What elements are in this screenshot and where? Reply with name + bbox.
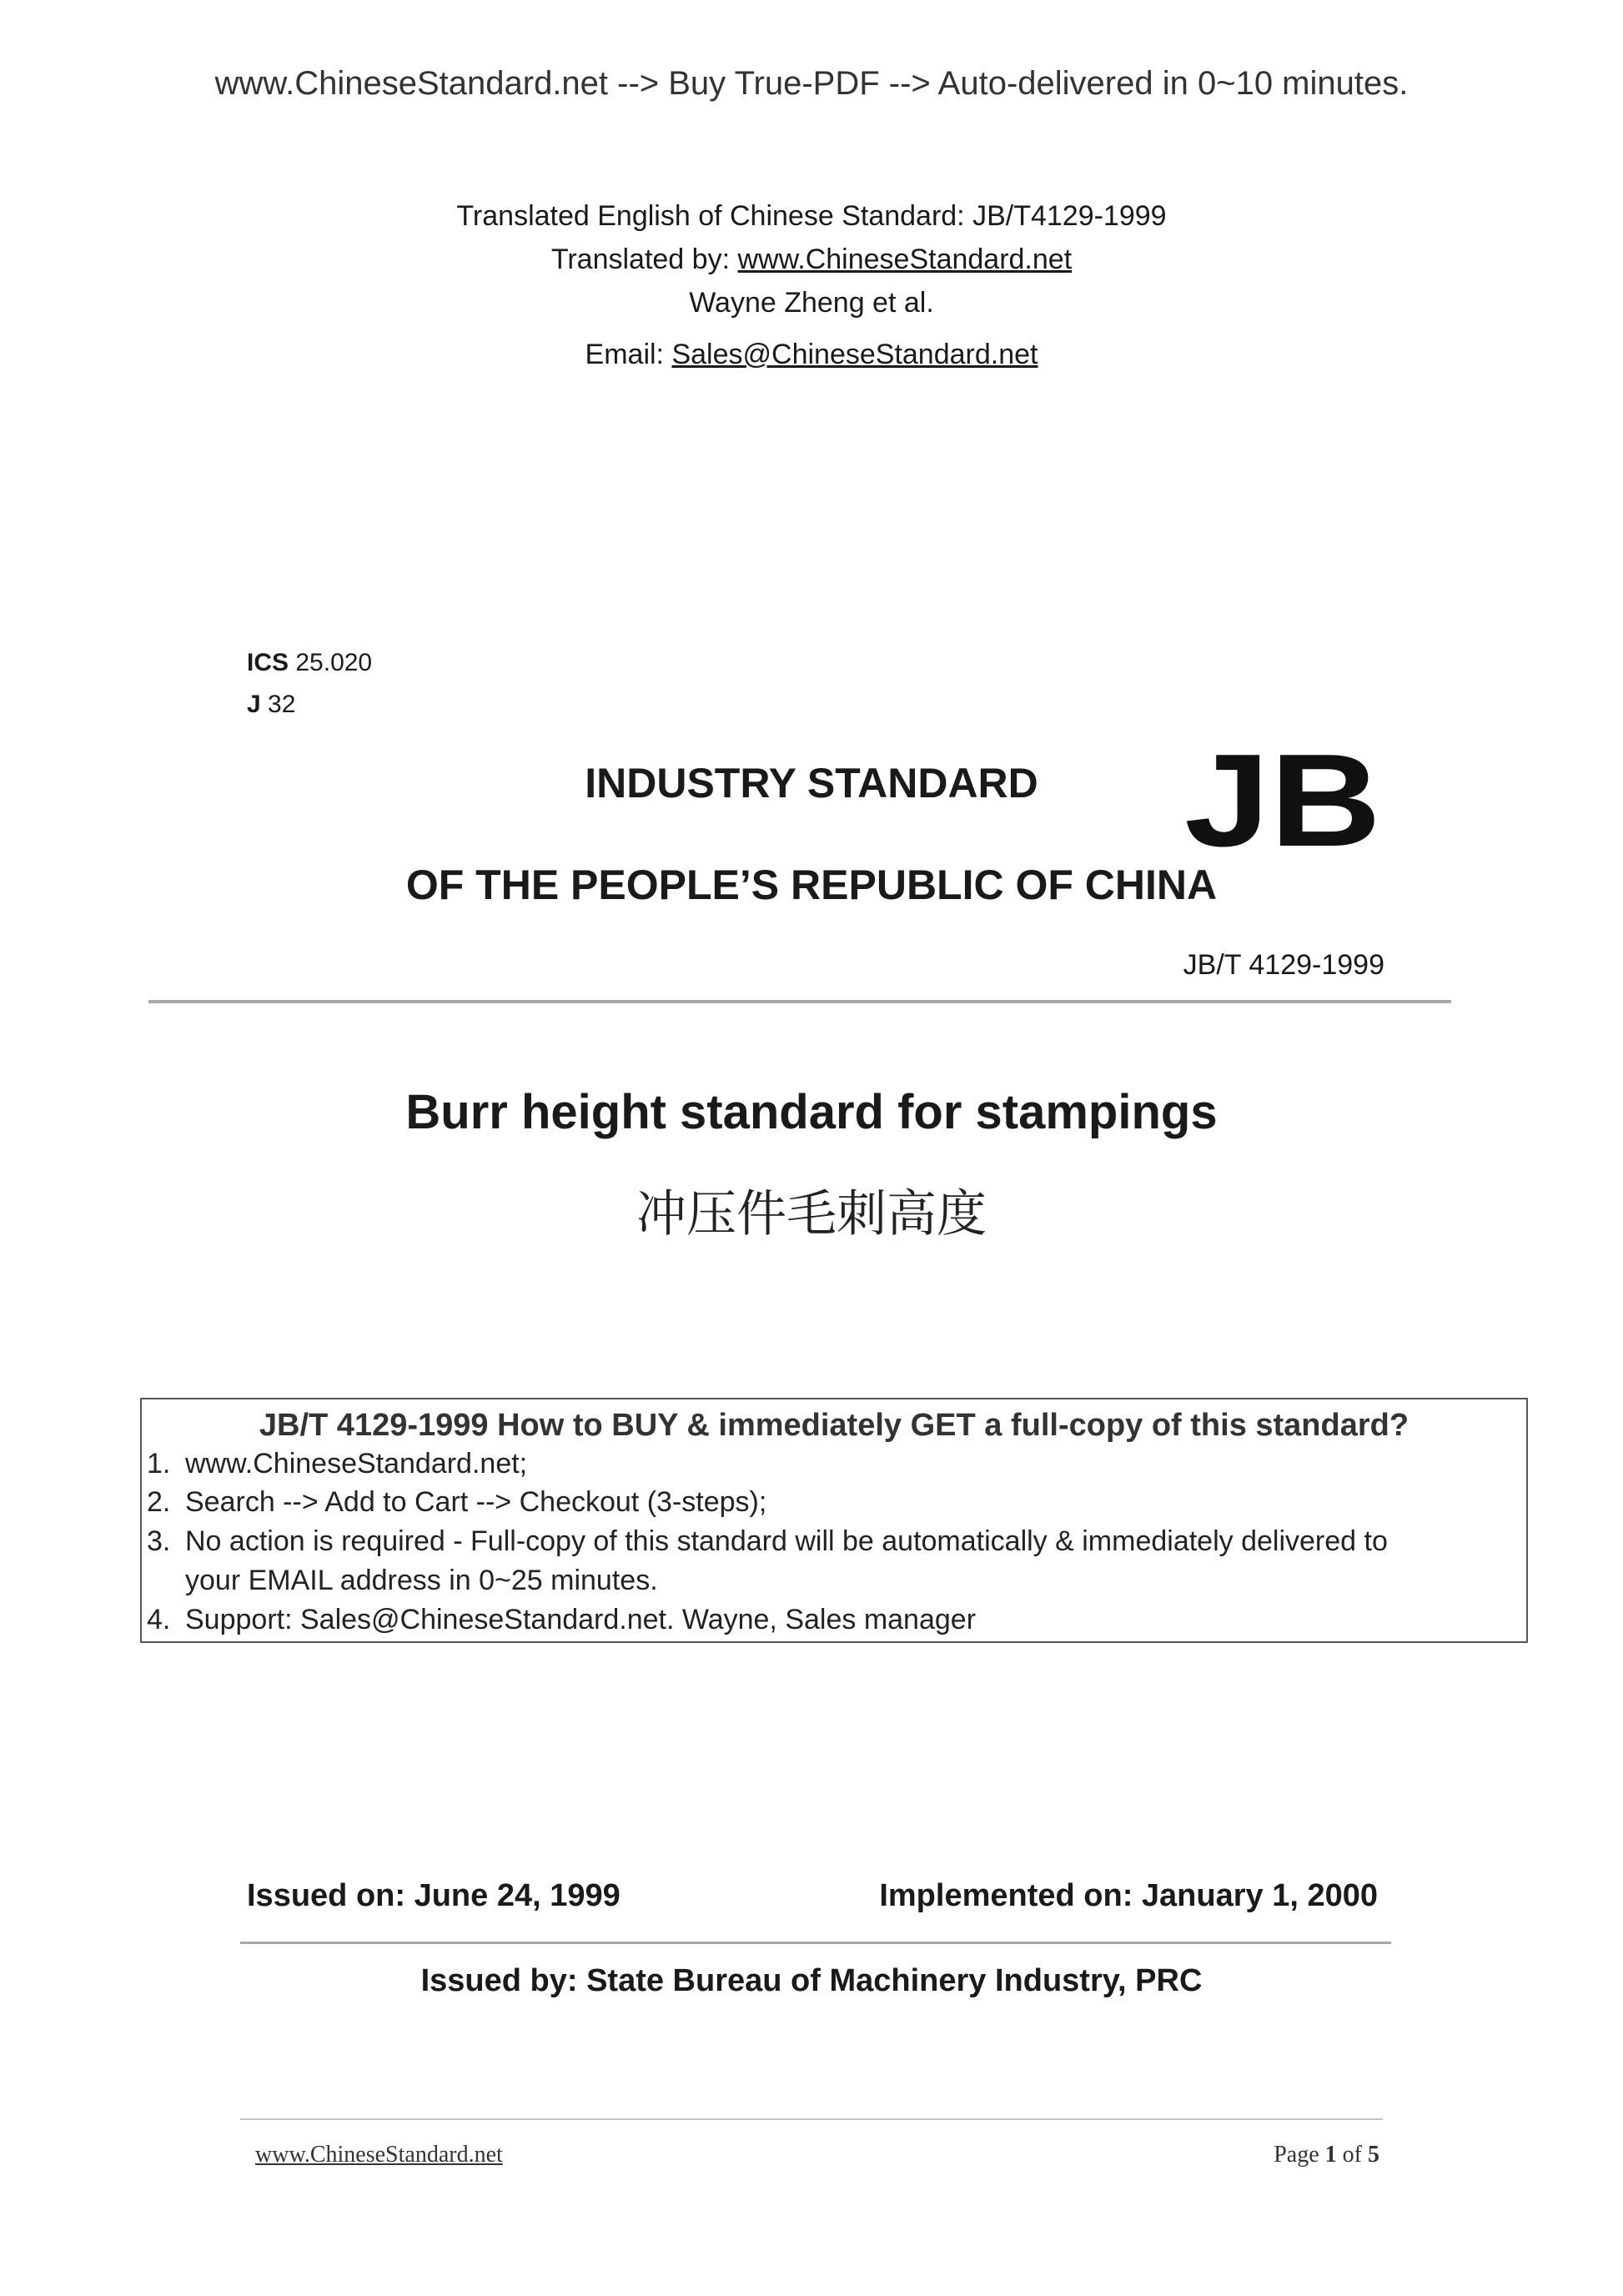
buy-step-text: Search --> Add to Cart --> Checkout (3-steps); xyxy=(185,1486,767,1518)
email-link[interactable]: Sales@ChineseStandard.net xyxy=(671,339,1038,370)
buy-box-heading: JB/T 4129-1999 How to BUY & immediately GET a full-copy of this standard? xyxy=(259,1408,1409,1443)
industry-standard-heading: INDUSTRY STANDARD xyxy=(585,760,1038,806)
translated-by-link[interactable]: www.ChineseStandard.net xyxy=(737,244,1073,275)
translated-by xyxy=(0,244,1623,276)
jb-logo xyxy=(1184,744,1384,852)
ics-value: 25.020 xyxy=(295,649,373,676)
buy-step-2 xyxy=(147,1486,766,1519)
email-line xyxy=(0,339,1623,371)
prc-heading: OF THE PEOPLE’S REPUBLIC OF CHINA xyxy=(405,862,1218,908)
buy-step-number: 2. xyxy=(147,1486,171,1518)
buy-step-3-continued xyxy=(185,1565,658,1597)
buy-step-number: 1. xyxy=(147,1448,171,1480)
buy-step-text: www.ChineseStandard.net; xyxy=(185,1448,528,1480)
j-value: 32 xyxy=(268,691,296,718)
ics-code xyxy=(247,649,372,677)
buy-instructions-box xyxy=(140,1398,1528,1643)
ics-label: ICS xyxy=(247,649,289,676)
issued-on-date: Issued on: June 24, 1999 xyxy=(247,1878,621,1913)
page-indicator xyxy=(1274,2142,1379,2168)
top-banner: www.ChineseStandard.net --> Buy True-PDF --> Auto-delivered in 0~10 minutes. xyxy=(214,65,1409,102)
buy-step-number: 4. xyxy=(147,1604,171,1635)
j-label: J xyxy=(247,691,261,718)
buy-step-1 xyxy=(147,1448,527,1480)
standard-number: JB/T 4129-1999 xyxy=(1183,949,1384,981)
page-current: 1 xyxy=(1324,2142,1337,2168)
header-divider xyxy=(148,1000,1451,1003)
translated-by-label: Translated by: xyxy=(550,244,738,275)
buy-step-number: 3. xyxy=(147,1525,171,1557)
page-total: 5 xyxy=(1368,2142,1379,2168)
buy-step-text: Support: Sales@ChineseStandard.net. Wayne, Sales manager xyxy=(185,1604,977,1635)
translation-title: Translated English of Chinese Standard: JB/T4129-1999 xyxy=(456,200,1167,232)
buy-step-3 xyxy=(147,1525,1388,1558)
jb-logo-text: JB xyxy=(1184,744,1381,852)
j-code xyxy=(247,691,295,719)
email-label: Email: xyxy=(585,339,672,370)
document-title-chinese: 冲压件毛刺高度 xyxy=(636,1185,987,1243)
implemented-on-date: Implemented on: January 1, 2000 xyxy=(879,1878,1378,1913)
document-title: Burr height standard for stampings xyxy=(405,1085,1218,1139)
issued-by: Issued by: State Bureau of Machinery Industry, PRC xyxy=(420,1963,1203,1998)
page-label: Page xyxy=(1274,2142,1325,2168)
dates-divider xyxy=(240,1942,1391,1944)
translator-name: Wayne Zheng et al. xyxy=(689,287,934,319)
buy-step-4 xyxy=(147,1604,976,1636)
footer-divider xyxy=(240,2118,1383,2120)
buy-step-text: No action is required - Full-copy of this standard will be automatically & immediately delivered to xyxy=(185,1525,1388,1557)
buy-step-text: your EMAIL address in 0~25 minutes. xyxy=(185,1565,658,1596)
footer-link[interactable]: www.ChineseStandard.net xyxy=(255,2142,503,2168)
page-of: of xyxy=(1336,2142,1368,2168)
